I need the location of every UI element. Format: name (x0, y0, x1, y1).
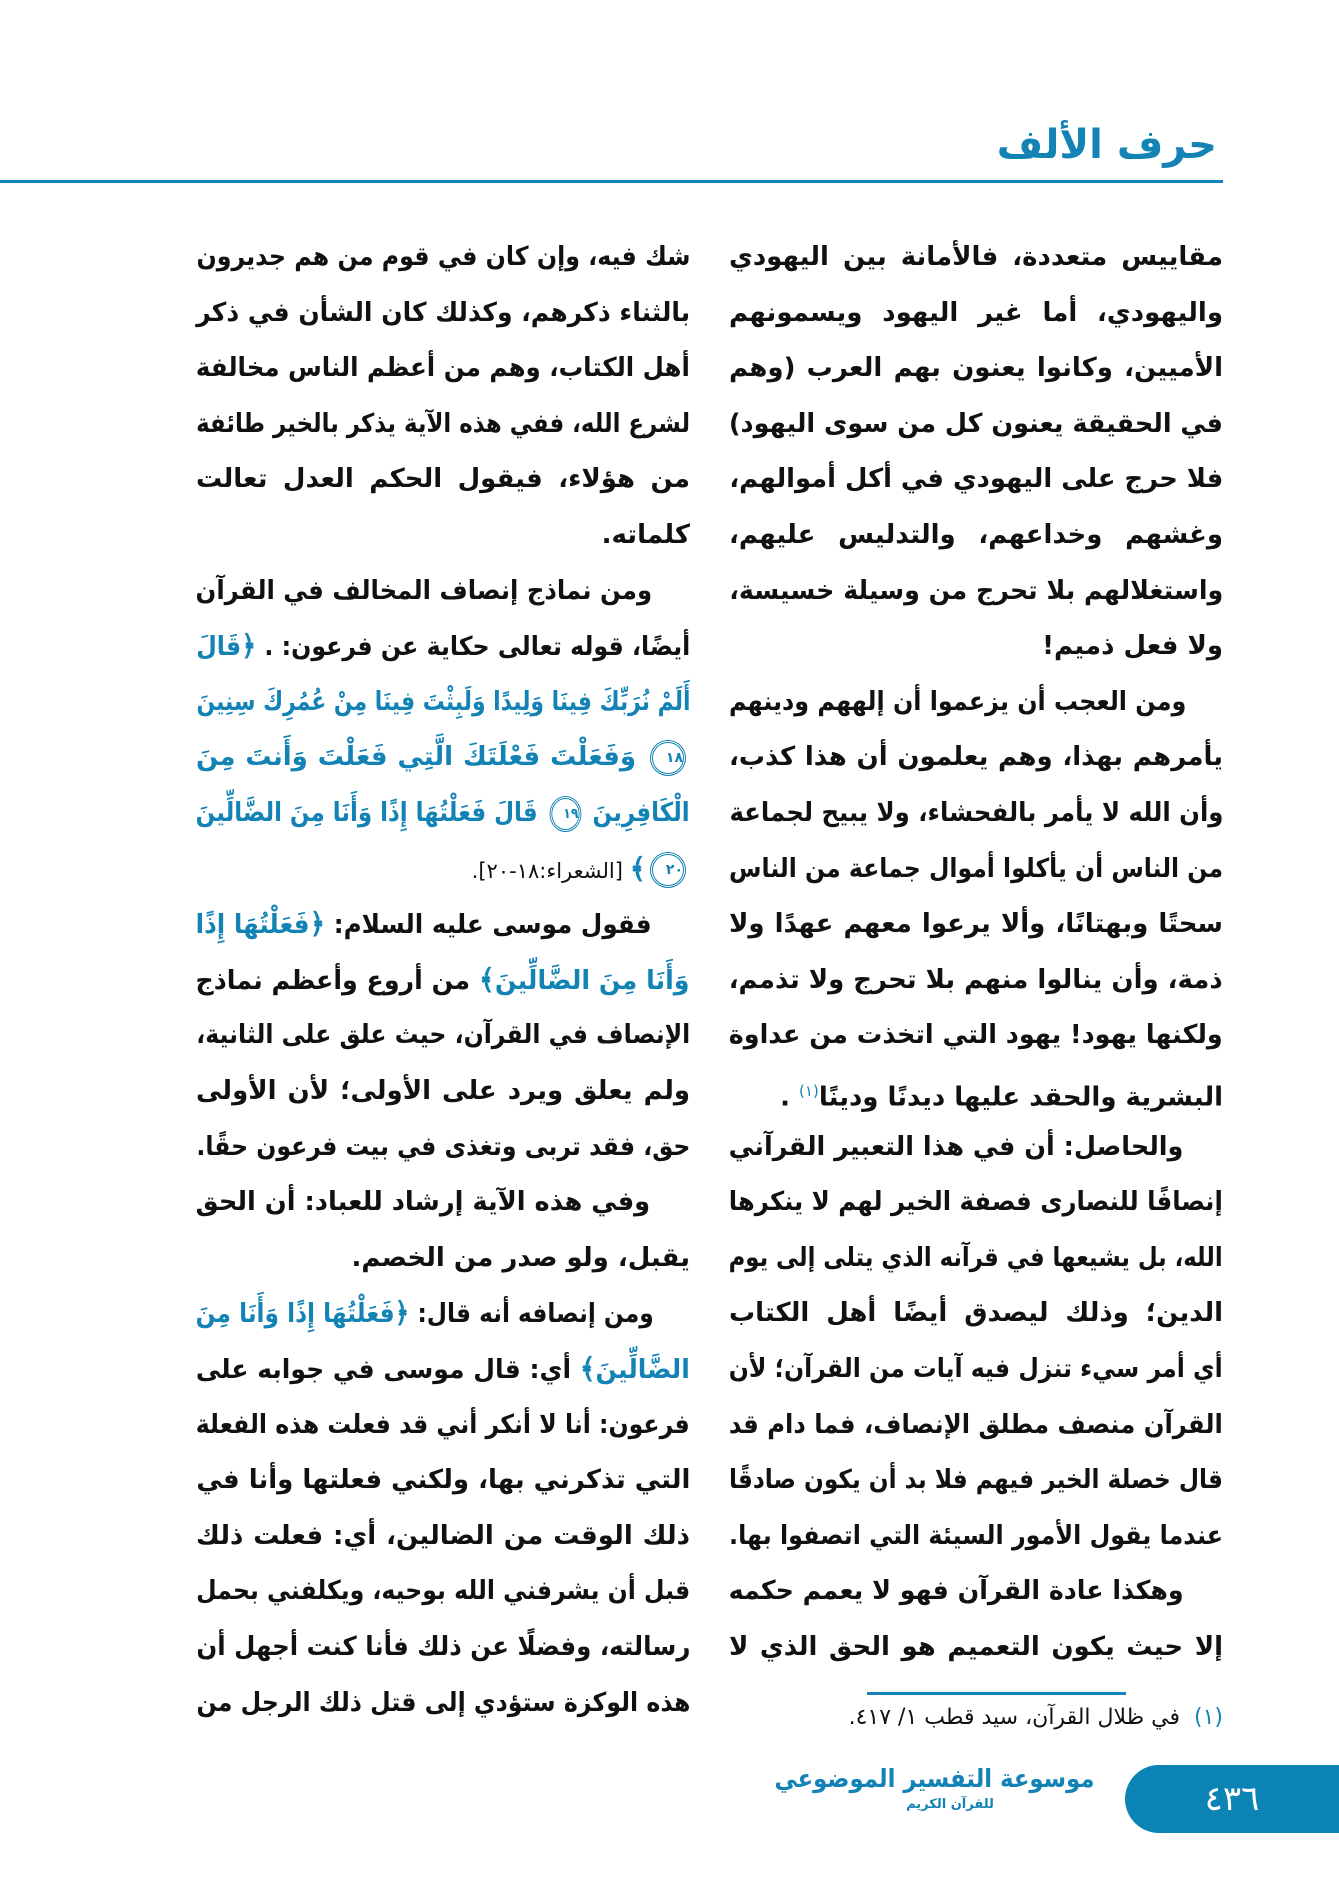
footnote-reference: (١) (799, 1082, 819, 1100)
text-line (729, 732, 1223, 782)
body-text: إلا حيث يكون التعميم هو الحق الذي لا (729, 1632, 1223, 1662)
body-text: الإنصاف في القرآن، حيث علق على الثانية، (196, 1020, 690, 1051)
text-line (729, 621, 1223, 671)
body-text: أي أمر سيء تنزل فيه آيات من القرآن؛ لأن (729, 1354, 1223, 1384)
quran-text: أَلَمْ نُرَبِّكَ فِينَا وَلِيدًا وَلَبِثْتَ فِينَا مِنْ عُمُرِكَ سِنِينَ (196, 686, 690, 717)
body-text: رسالته، وفضلًا عن ذلك فأنا كنت أجهل أن (196, 1632, 690, 1662)
chapter-title: حرف الألف (996, 122, 1217, 168)
footnote-text: في ظلال القرآن، سيد قطب ١/ ٤١٧. (848, 1705, 1180, 1730)
text-line (196, 788, 690, 838)
quran-text: وَفَعَلْتَ فَعْلَتَكَ الَّتِي فَعَلْتَ وَأَنتَ مِنَ (196, 742, 646, 773)
text-line (196, 1344, 690, 1394)
body-text: مقاييس متعددة، فالأمانة بين اليهودي (729, 242, 1223, 272)
text-line (729, 343, 1223, 393)
text-line (729, 844, 1223, 894)
body-text: من أروع وأعظم نماذج (196, 965, 480, 996)
text-line (196, 621, 690, 671)
body-text: فقول موسى عليه السلام: (325, 910, 653, 941)
text-line (729, 288, 1223, 338)
ayah-number-marker: ١٨ (650, 740, 686, 776)
body-text: واليهودي، أما غير اليهود ويسمونهم (729, 297, 1223, 328)
body-text: ولم يعلق ويرد على الأولى؛ لأن الأولى (196, 1076, 690, 1106)
text-line (729, 1511, 1223, 1561)
quran-bracket-ornament: ﴿ (309, 907, 326, 941)
text-line (729, 1622, 1223, 1672)
header-divider (0, 180, 1223, 183)
body-text: وهكذا عادة القرآن فهو لا يعمم حكمه (729, 1576, 1185, 1607)
logo-subtitle: للقرآن الكريم (906, 1797, 994, 1812)
text-line (196, 677, 690, 727)
body-text: وأن الله لا يأمر بالفحشاء، ولا يبيح لجماعة (729, 798, 1223, 828)
text-line (729, 1344, 1223, 1394)
text-line (196, 955, 690, 1005)
body-text: فرعون: أنا لا أنكر أني قد فعلت هذه الفعلة (196, 1409, 690, 1440)
text-line (196, 1122, 690, 1172)
body-text: أي: قال موسى في جوابه على (196, 1355, 580, 1385)
body-text: وفي هذه الآية إرشاد للعباد: أن الحق (196, 1187, 651, 1218)
body-text: أيضًا، قوله تعالى حكاية عن فرعون: . (255, 632, 690, 663)
body-text: في الحقيقة يعنون كل من سوى اليهود) (729, 408, 1223, 439)
text-line (729, 899, 1223, 949)
body-text: ومن إنصافه أنه قال: (409, 1299, 655, 1330)
text-line (196, 1288, 690, 1338)
body-text: قبل أن يشرفني الله بوحيه، ويكلفني بحمل (196, 1576, 690, 1607)
footnote (849, 1705, 1223, 1730)
text-line (196, 510, 690, 560)
ayah-number-marker: ٢٠ (650, 852, 686, 888)
body-text: والحاصل: أن في هذا التعبير القرآني (729, 1131, 1184, 1162)
text-line (729, 1066, 1223, 1116)
quran-text: الضَّالِّينَ (595, 1355, 690, 1385)
text-line (196, 232, 690, 282)
text-line (729, 677, 1223, 727)
body-text: شك فيه، وإن كان في قوم من هم جديرون (196, 242, 690, 272)
body-text: من الناس أن يأكلوا أموال جماعة من الناس (729, 853, 1223, 884)
body-text: عندما يقول الأمور السيئة التي اتصفوا بها. (729, 1520, 1223, 1551)
text-line (196, 1066, 690, 1116)
quran-text: فَعَلْتُهَا إِذًا وَأَنَا مِنَ (196, 1299, 396, 1330)
text-line (196, 343, 690, 393)
body-text: هذه الوكزة ستؤدي إلى قتل ذلك الرجل من (195, 1687, 690, 1718)
quran-text: الْكَافِرِينَ (584, 798, 690, 828)
body-text: إنصافًا للنصارى فصفة الخير لهم لا ينكرها (729, 1187, 1223, 1218)
footnote-divider (867, 1692, 1126, 1695)
text-line (729, 399, 1223, 449)
body-text: الدين؛ وذلك ليصدق أيضًا أهل الكتاب (729, 1298, 1223, 1329)
body-text: البشرية والحقد عليها ديدنًا ودينًا (818, 1082, 1223, 1113)
text-line (729, 955, 1223, 1005)
text-line (196, 844, 690, 894)
quran-bracket-ornament: ﴾ (579, 1352, 596, 1385)
body-text: ومن العجب أن يزعموا أن إلههم ودينهم (729, 686, 1187, 717)
body-text: ذمة، وأن ينالوا منهم بلا تحرج ولا تذمم، (729, 964, 1223, 995)
text-line (196, 1678, 690, 1728)
footnote-marker: (١) (1193, 1705, 1223, 1730)
right-text-column (729, 232, 1223, 1752)
body-text: ومن نماذج إنصاف المخالف في القرآن (196, 575, 653, 606)
text-line (196, 454, 690, 504)
text-line (729, 1010, 1223, 1060)
text-line (729, 1233, 1223, 1283)
body-text: قال خصلة الخير فيهم فلا بد أن يكون صادقًا (729, 1465, 1223, 1496)
body-text: لشرع الله، ففي هذه الآية يذكر بالخير طائفة (196, 408, 690, 439)
quran-text: قَالَ فَعَلْتُهَا إِذًا وَأَنَا مِنَ الضَّالِّينَ (196, 798, 547, 828)
body-text: فلا حرج على اليهودي في أكل أموالهم، (729, 464, 1223, 495)
text-line (196, 1177, 690, 1227)
text-line (729, 1288, 1223, 1338)
quran-text: فَعَلْتُهَا إِذًا (196, 910, 310, 941)
body-text: ولا فعل ذميم! (1042, 631, 1223, 662)
body-text: . (780, 1082, 800, 1113)
text-line (196, 1566, 690, 1616)
body-text: ولكنها يهود! يهود التي اتخذت من عداوة (729, 1020, 1223, 1051)
quran-bracket-ornament: ﴾ (479, 962, 496, 996)
text-line (196, 1455, 690, 1505)
text-line (196, 1233, 690, 1283)
body-text: من هؤلاء، فيقول الحكم العدل تعالت (196, 464, 690, 495)
body-text: سحتًا وبهتانًا، وألا يرعوا معهم عهدًا ولا (729, 909, 1223, 940)
body-text: الأميين، وكانوا يعنون بهم العرب (وهم (729, 353, 1223, 384)
ayah-number-marker: ١٩ (550, 796, 582, 832)
text-line (729, 232, 1223, 282)
text-line (196, 1511, 690, 1561)
text-line (729, 1566, 1223, 1616)
text-line (729, 454, 1223, 504)
text-line (196, 566, 690, 616)
quran-text: قَالَ (196, 632, 241, 663)
text-line (729, 1122, 1223, 1172)
body-text: أهل الكتاب، وهم من أعظم الناس مخالفة (196, 353, 690, 384)
text-line (196, 899, 690, 949)
text-line (196, 1010, 690, 1060)
logo-title: موسوعة التفسير الموضوعي (774, 1764, 1095, 1793)
body-text: الله، بل يشيعها في قرآنه الذي يتلى إلى يوم (729, 1242, 1223, 1273)
text-line (196, 732, 690, 782)
quran-bracket-ornament: ﴿ (240, 629, 256, 663)
text-line (729, 510, 1223, 560)
encyclopedia-logo (774, 1762, 1110, 1814)
text-line (729, 1177, 1223, 1227)
quran-bracket-ornament: ﴾ (629, 851, 646, 885)
text-line (196, 1622, 690, 1672)
body-text: القرآن منصف مطلق الإنصاف، فما دام قد (729, 1409, 1223, 1440)
body-text: يقبل، ولو صدر من الخصم. (351, 1242, 690, 1273)
body-text: حق، فقد تربى وتغذى في بيت فرعون حقًا. (196, 1131, 690, 1162)
page-number: ٤٣٦ (1125, 1765, 1339, 1833)
quran-bracket-ornament: ﴿ (395, 1296, 410, 1330)
body-text: ذلك الوقت من الضالين، أي: فعلت ذلك (196, 1520, 690, 1551)
text-line (196, 1400, 690, 1450)
body-text: واستغلالهم بلا تحرج من وسيلة خسيسة، (729, 575, 1223, 606)
body-text: التي تذكرني بها، ولكني فعلتها وأنا في (196, 1465, 690, 1496)
body-text: وغشهم وخداعهم، والتدليس عليهم، (729, 520, 1223, 550)
text-line (729, 1455, 1223, 1505)
text-line (196, 399, 690, 449)
text-line (729, 566, 1223, 616)
left-text-column (196, 232, 690, 1752)
body-text: كلماته. (601, 520, 690, 550)
text-line (196, 288, 690, 338)
quran-citation: [الشعراء:١٨-٢٠]. (471, 858, 630, 883)
text-line (729, 788, 1223, 838)
text-line (729, 1400, 1223, 1450)
body-text: بالثناء ذكرهم، وكذلك كان الشأن في ذكر (196, 297, 690, 328)
body-text: يأمرهم بهذا، وهم يعلمون أن هذا كذب، (729, 742, 1223, 773)
quran-text: وَأَنَا مِنَ الضَّالِّينَ (495, 965, 690, 996)
